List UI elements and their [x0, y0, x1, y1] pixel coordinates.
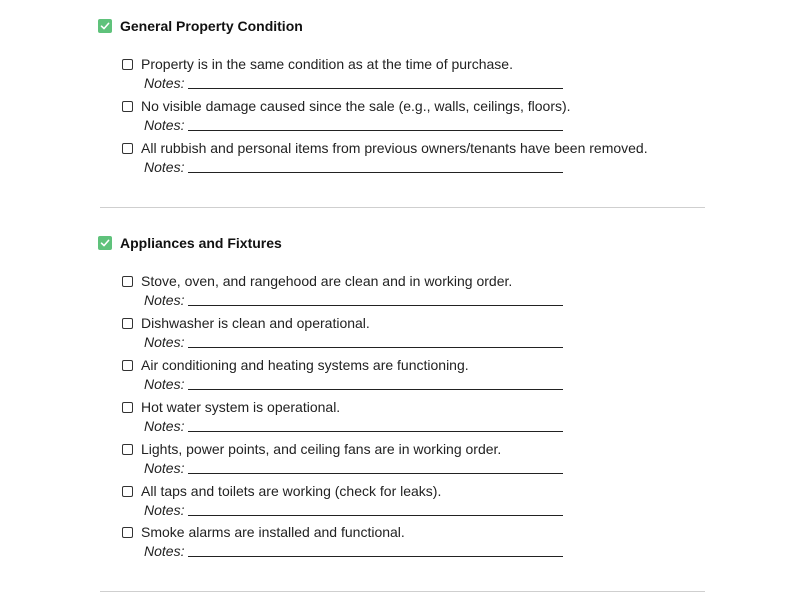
- notes-field[interactable]: [188, 87, 563, 89]
- notes-label: Notes:: [144, 334, 185, 350]
- checklist-item: [122, 482, 722, 518]
- section-title: General Property Condition: [120, 18, 303, 34]
- notes-field[interactable]: [188, 514, 563, 516]
- notes-label: Notes:: [144, 292, 185, 308]
- item-checkbox[interactable]: [122, 527, 133, 538]
- item-text: Dishwasher is clean and operational.: [141, 315, 370, 331]
- checklist-item: [122, 97, 722, 133]
- section-header-general-property: [98, 18, 303, 34]
- notes-label: Notes:: [144, 159, 185, 175]
- notes-field[interactable]: [188, 346, 563, 348]
- checklist-item: [122, 398, 722, 434]
- item-text: Stove, oven, and rangehood are clean and in working order.: [141, 273, 513, 289]
- notes-label: Notes:: [144, 75, 185, 91]
- section-title: Appliances and Fixtures: [120, 235, 282, 251]
- item-text: Hot water system is operational.: [141, 399, 341, 415]
- checklist-item: [122, 314, 722, 350]
- checklist-item: [122, 356, 722, 392]
- notes-label: Notes:: [144, 502, 185, 518]
- item-checkbox[interactable]: [122, 402, 133, 413]
- item-checkbox[interactable]: [122, 360, 133, 371]
- item-checkbox[interactable]: [122, 318, 133, 329]
- item-checkbox[interactable]: [122, 486, 133, 497]
- section-checked-icon[interactable]: [98, 19, 112, 33]
- section-divider: [100, 591, 705, 592]
- notes-label: Notes:: [144, 460, 185, 476]
- checklist-item: [122, 523, 722, 559]
- checklist-item: [122, 55, 722, 91]
- checklist-item: [122, 139, 722, 175]
- item-checkbox[interactable]: [122, 59, 133, 70]
- notes-field[interactable]: [188, 304, 563, 306]
- checklist-item: [122, 440, 722, 476]
- section-divider: [100, 207, 705, 208]
- notes-label: Notes:: [144, 376, 185, 392]
- section-header-appliances: [98, 235, 282, 251]
- item-text: Property is in the same condition as at the time of purchase.: [141, 56, 513, 72]
- item-text: No visible damage caused since the sale (e.g., walls, ceilings, floors).: [141, 98, 571, 114]
- item-text: All taps and toilets are working (check for leaks).: [141, 483, 442, 499]
- item-text: Smoke alarms are installed and functional.: [141, 524, 405, 540]
- item-text: Lights, power points, and ceiling fans are in working order.: [141, 441, 502, 457]
- section-checked-icon[interactable]: [98, 236, 112, 250]
- notes-label: Notes:: [144, 117, 185, 133]
- notes-label: Notes:: [144, 418, 185, 434]
- item-text: All rubbish and personal items from previous owners/tenants have been removed.: [141, 140, 648, 156]
- notes-field[interactable]: [188, 472, 563, 474]
- item-checkbox[interactable]: [122, 276, 133, 287]
- notes-field[interactable]: [188, 171, 563, 173]
- item-text: Air conditioning and heating systems are functioning.: [141, 357, 469, 373]
- item-checkbox[interactable]: [122, 444, 133, 455]
- notes-field[interactable]: [188, 555, 563, 557]
- item-checkbox[interactable]: [122, 143, 133, 154]
- notes-label: Notes:: [144, 543, 185, 559]
- item-checkbox[interactable]: [122, 101, 133, 112]
- notes-field[interactable]: [188, 388, 563, 390]
- notes-field[interactable]: [188, 129, 563, 131]
- notes-field[interactable]: [188, 430, 563, 432]
- checklist-item: [122, 272, 722, 308]
